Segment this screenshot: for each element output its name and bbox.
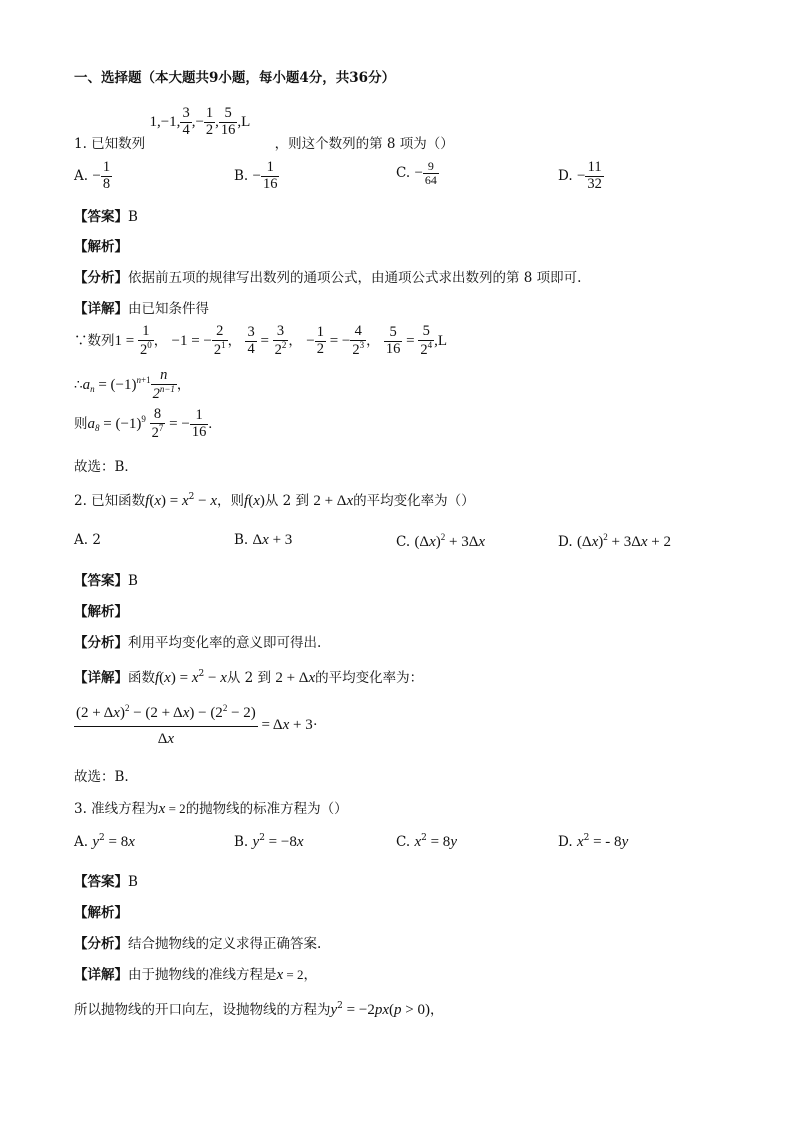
q1-final: 故选：B．: [74, 459, 138, 475]
q2-option-a: A. 2: [74, 532, 101, 548]
q3-option-a: A. $y^2 = 8x$: [74, 833, 135, 850]
q1-stem: [74, 105, 454, 152]
q1-fenxi: 【分析】依据前五项的规律写出数列的通项公式，由通项公式求出数列的第 8 项即可.: [74, 270, 582, 286]
q3-stem: 3. 准线方程为x = 2的抛物线的标准方程为（）: [74, 801, 348, 817]
q3-last-line: 所以抛物线的开口向左，设抛物线的方程为$y^2 = -2px(p > 0)$，: [74, 1001, 444, 1018]
q2-answer: 【答案】B: [74, 573, 138, 589]
q2-fenxi: 【分析】利用平均变化率的意义即可得出.: [74, 635, 322, 651]
q1-because-line: ∵数列1 = $\frac{1}{2^0}$ ， −1 = − $\frac{2}{2^1}$ ， $\frac{3}{4}$ = $\frac{3}{2^2}$ ， − $\frac{1}{2}$ = − $\frac{4}{2^3}$ ， $\frac{5}{16}$ = $\frac{5}{2^4}$ ,L: [74, 323, 448, 358]
q1-option-c: C. − $\frac{9}{64}$: [396, 159, 437, 188]
q3-option-c: C. $x^2 = 8y$: [396, 833, 457, 850]
q2-derivation: $\frac{(2 + \Delta x)^2 - (2 + \Delta x) - (2^2 - 2)}{\Delta x}$ = Δx + 3·: [76, 703, 318, 747]
q3-option-b: B. $y^2 = -8x$: [234, 833, 304, 850]
q3-answer: 【答案】B: [74, 874, 138, 890]
q1-option-a: A. − $\frac{1}{8}$: [74, 159, 111, 192]
q2-analysis-label: 【解析】: [74, 604, 128, 620]
q1-option-b: B. − $\frac{1}{16}$: [234, 159, 278, 192]
q1-xiangjie: 【详解】由已知条件得: [74, 301, 209, 317]
q1-answer: 【答案】B: [74, 209, 138, 225]
q2-option-b: B. Δx + 3: [234, 532, 293, 548]
q1-stem-suffix: ，则这个数列的第 8 项为（）: [274, 135, 454, 152]
section-title: 一、选择题（本大题共9小题，每小题4分，共36分）: [74, 70, 396, 86]
q2-option-c: C. $(\Delta x)^2 + 3\Delta x$: [396, 532, 486, 550]
q2-option-d: D. $(\Delta x)^2 + 3\Delta x + 2$: [558, 532, 672, 550]
q3-fenxi: 【分析】结合抛物线的定义求得正确答案.: [74, 936, 322, 952]
q3-option-d: D. $x^2$ = - 8y: [558, 833, 629, 850]
q1-sequence: 1,−1, $\frac{3}{4}$ ,− $\frac{1}{2}$ , $\frac{5}{16}$ ,L: [149, 105, 251, 138]
q1-option-d: D. − $\frac{11}{32}$: [558, 159, 602, 192]
q1-analysis-label: 【解析】: [74, 239, 128, 255]
q2-final: 故选：B.: [74, 769, 129, 785]
q2-xiangjie: 【详解】函数$f(x) = x^2 - x$从 2 到 2 + Δx的平均变化率为：: [74, 669, 424, 686]
q2-stem: 2. 已知函数$f(x) = x^2 - x$，则f(x)从 2 到 2 + Δx的平均变化率为（）: [74, 492, 475, 509]
q1-then-line: 则$a_8 = (-1)^9$ $\frac{8}{2^7}$ = − $\frac{1}{16}$ .: [74, 406, 213, 441]
q1-stem-prefix: 1. 已知数列: [74, 135, 146, 152]
q3-analysis-label: 【解析】: [74, 905, 128, 921]
q3-xiangjie: 【详解】由于抛物线的准线方程是x = 2，: [74, 967, 318, 983]
q1-therefore-line: $\therefore a_n = (-1)^{n+1}$ $\frac{n}{2^{n-1}}$ ，: [74, 367, 191, 402]
